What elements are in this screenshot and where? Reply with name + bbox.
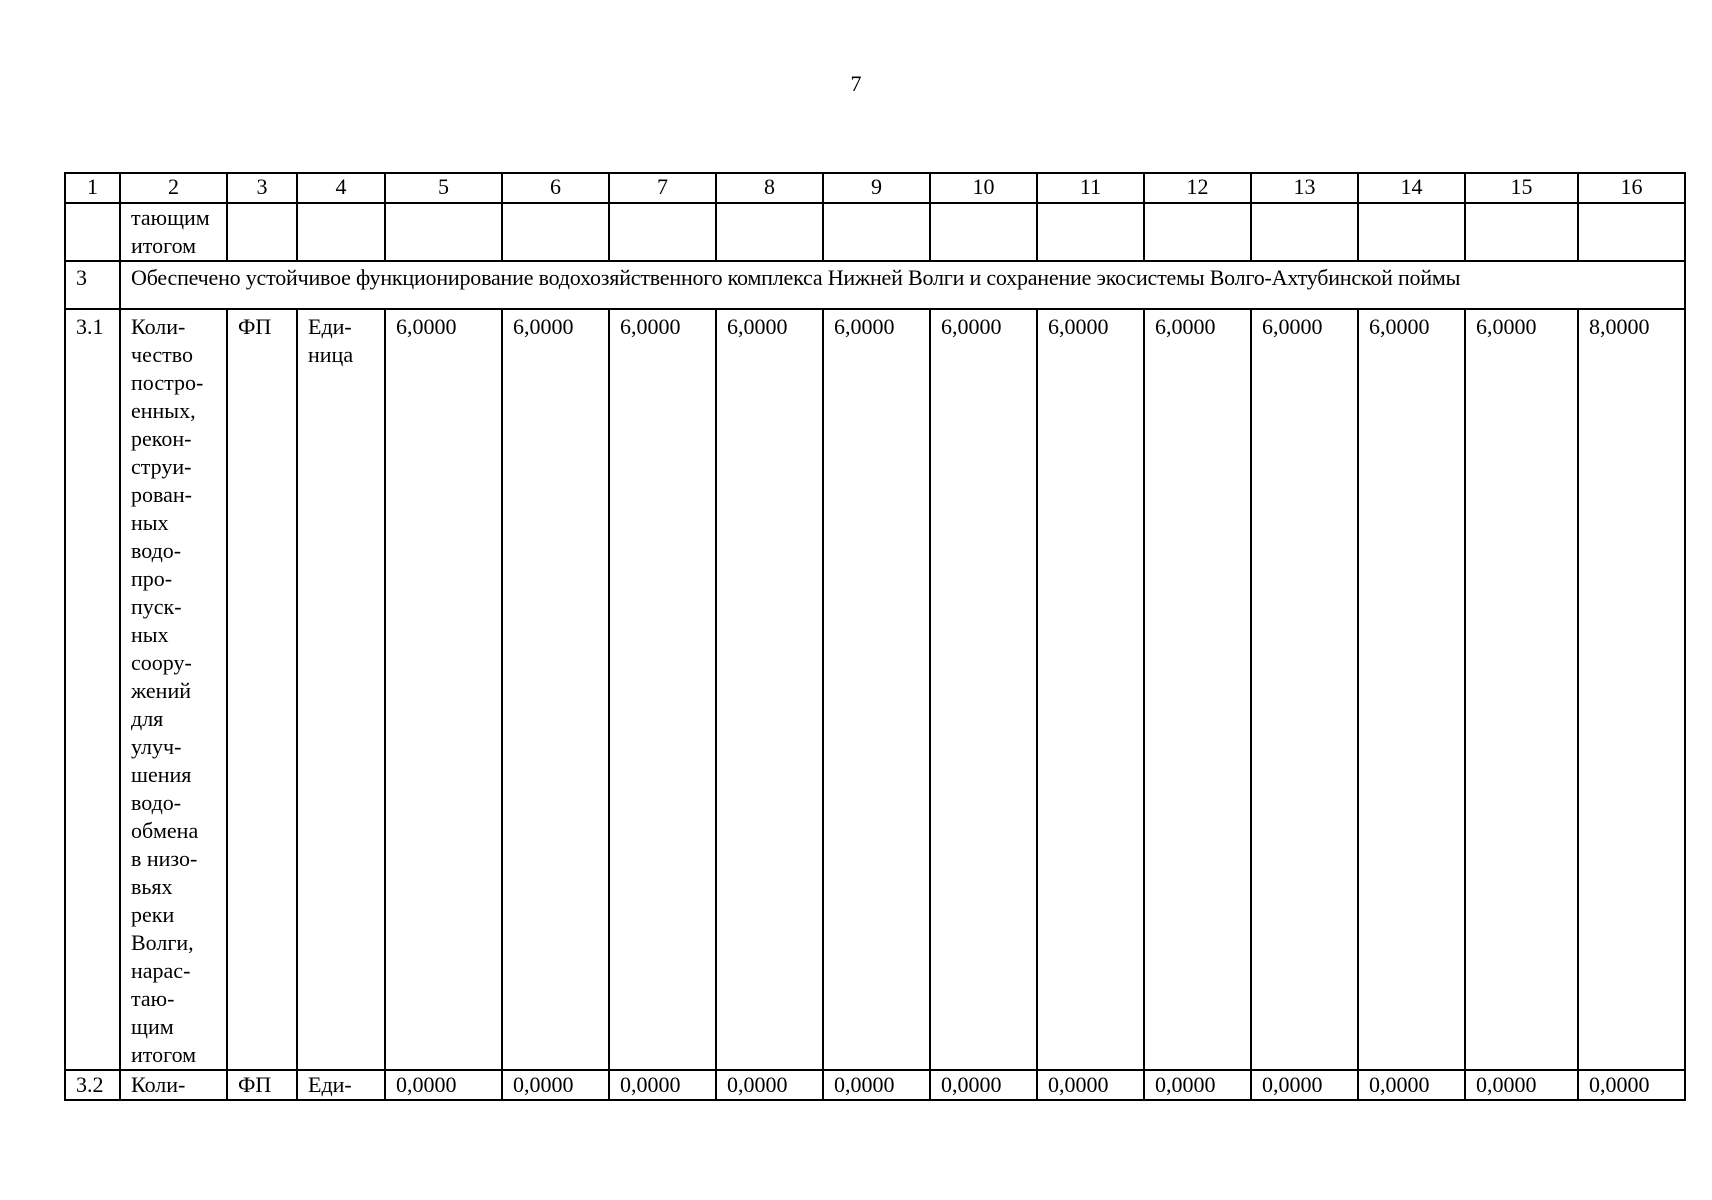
indicator-type-cell: ФП bbox=[227, 1070, 297, 1100]
column-number-cell: 5 bbox=[385, 173, 502, 203]
value-cell: 0,0000 bbox=[930, 1070, 1037, 1100]
value-cell: 0,0000 bbox=[823, 1070, 930, 1100]
section-row bbox=[65, 261, 1685, 309]
row-number-cell: 3.1 bbox=[65, 309, 120, 1070]
value-cell: 6,0000 bbox=[609, 309, 716, 1070]
value-cell: 6,0000 bbox=[1465, 309, 1578, 1070]
indicator-name-cell: Коли- bbox=[120, 1070, 227, 1100]
value-cell: 0,0000 bbox=[716, 1070, 823, 1100]
continued-name-cell: тающим итогом bbox=[120, 203, 227, 261]
value-cell: 0,0000 bbox=[1578, 1070, 1685, 1100]
empty-cell bbox=[65, 203, 120, 261]
column-number-cell: 15 bbox=[1465, 173, 1578, 203]
column-number-cell: 12 bbox=[1144, 173, 1251, 203]
continuation-row bbox=[65, 203, 1685, 261]
value-cell: 0,0000 bbox=[1358, 1070, 1465, 1100]
empty-cell bbox=[1251, 203, 1358, 261]
value-cell: 6,0000 bbox=[823, 309, 930, 1070]
table-row bbox=[65, 309, 1685, 1070]
unit-cell: Еди- bbox=[297, 1070, 385, 1100]
value-cell: 0,0000 bbox=[609, 1070, 716, 1100]
value-cell: 0,0000 bbox=[1144, 1070, 1251, 1100]
column-number-cell: 2 bbox=[120, 173, 227, 203]
empty-cell bbox=[297, 203, 385, 261]
column-number-cell: 16 bbox=[1578, 173, 1685, 203]
value-cell: 6,0000 bbox=[1251, 309, 1358, 1070]
value-cell: 6,0000 bbox=[385, 309, 502, 1070]
value-cell: 0,0000 bbox=[1465, 1070, 1578, 1100]
section-number-cell: 3 bbox=[65, 261, 120, 309]
value-cell: 0,0000 bbox=[385, 1070, 502, 1100]
table-row bbox=[65, 1070, 1685, 1100]
value-cell: 0,0000 bbox=[1251, 1070, 1358, 1100]
value-cell: 6,0000 bbox=[930, 309, 1037, 1070]
column-number-cell: 11 bbox=[1037, 173, 1144, 203]
empty-cell bbox=[716, 203, 823, 261]
column-number-cell: 10 bbox=[930, 173, 1037, 203]
empty-cell bbox=[1144, 203, 1251, 261]
indicator-name-cell: Коли- чество постро- енных, рекон- струи- рован- ных водо- про- пуск- ных соору- жений для улуч- шения водо- обмена в низо- вьях реки Волги, нарас- таю- щим итогом bbox=[120, 309, 227, 1070]
empty-cell bbox=[823, 203, 930, 261]
empty-cell bbox=[227, 203, 297, 261]
column-number-row bbox=[65, 173, 1685, 203]
row-number-cell: 3.2 bbox=[65, 1070, 120, 1100]
indicator-type-cell: ФП bbox=[227, 309, 297, 1070]
value-cell: 6,0000 bbox=[502, 309, 609, 1070]
empty-cell bbox=[1578, 203, 1685, 261]
value-cell: 0,0000 bbox=[502, 1070, 609, 1100]
column-number-cell: 9 bbox=[823, 173, 930, 203]
value-cell: 6,0000 bbox=[1358, 309, 1465, 1070]
indicators-table bbox=[64, 172, 1686, 1101]
column-number-cell: 6 bbox=[502, 173, 609, 203]
column-number-cell: 13 bbox=[1251, 173, 1358, 203]
empty-cell bbox=[385, 203, 502, 261]
empty-cell bbox=[930, 203, 1037, 261]
value-cell: 6,0000 bbox=[1144, 309, 1251, 1070]
column-number-cell: 4 bbox=[297, 173, 385, 203]
column-number-cell: 14 bbox=[1358, 173, 1465, 203]
column-number-cell: 8 bbox=[716, 173, 823, 203]
column-number-cell: 3 bbox=[227, 173, 297, 203]
column-number-cell: 1 bbox=[65, 173, 120, 203]
value-cell: 8,0000 bbox=[1578, 309, 1685, 1070]
empty-cell bbox=[502, 203, 609, 261]
page-number: 7 bbox=[850, 71, 862, 96]
section-title-cell: Обеспечено устойчивое функционирование водохозяйственного комплекса Нижней Волги и сохранение экосистемы Волго-Ахтубинской поймы bbox=[120, 261, 1685, 309]
unit-cell: Еди- ница bbox=[297, 309, 385, 1070]
empty-cell bbox=[609, 203, 716, 261]
column-number-cell: 7 bbox=[609, 173, 716, 203]
value-cell: 0,0000 bbox=[1037, 1070, 1144, 1100]
empty-cell bbox=[1465, 203, 1578, 261]
empty-cell bbox=[1358, 203, 1465, 261]
empty-cell bbox=[1037, 203, 1144, 261]
value-cell: 6,0000 bbox=[1037, 309, 1144, 1070]
value-cell: 6,0000 bbox=[716, 309, 823, 1070]
